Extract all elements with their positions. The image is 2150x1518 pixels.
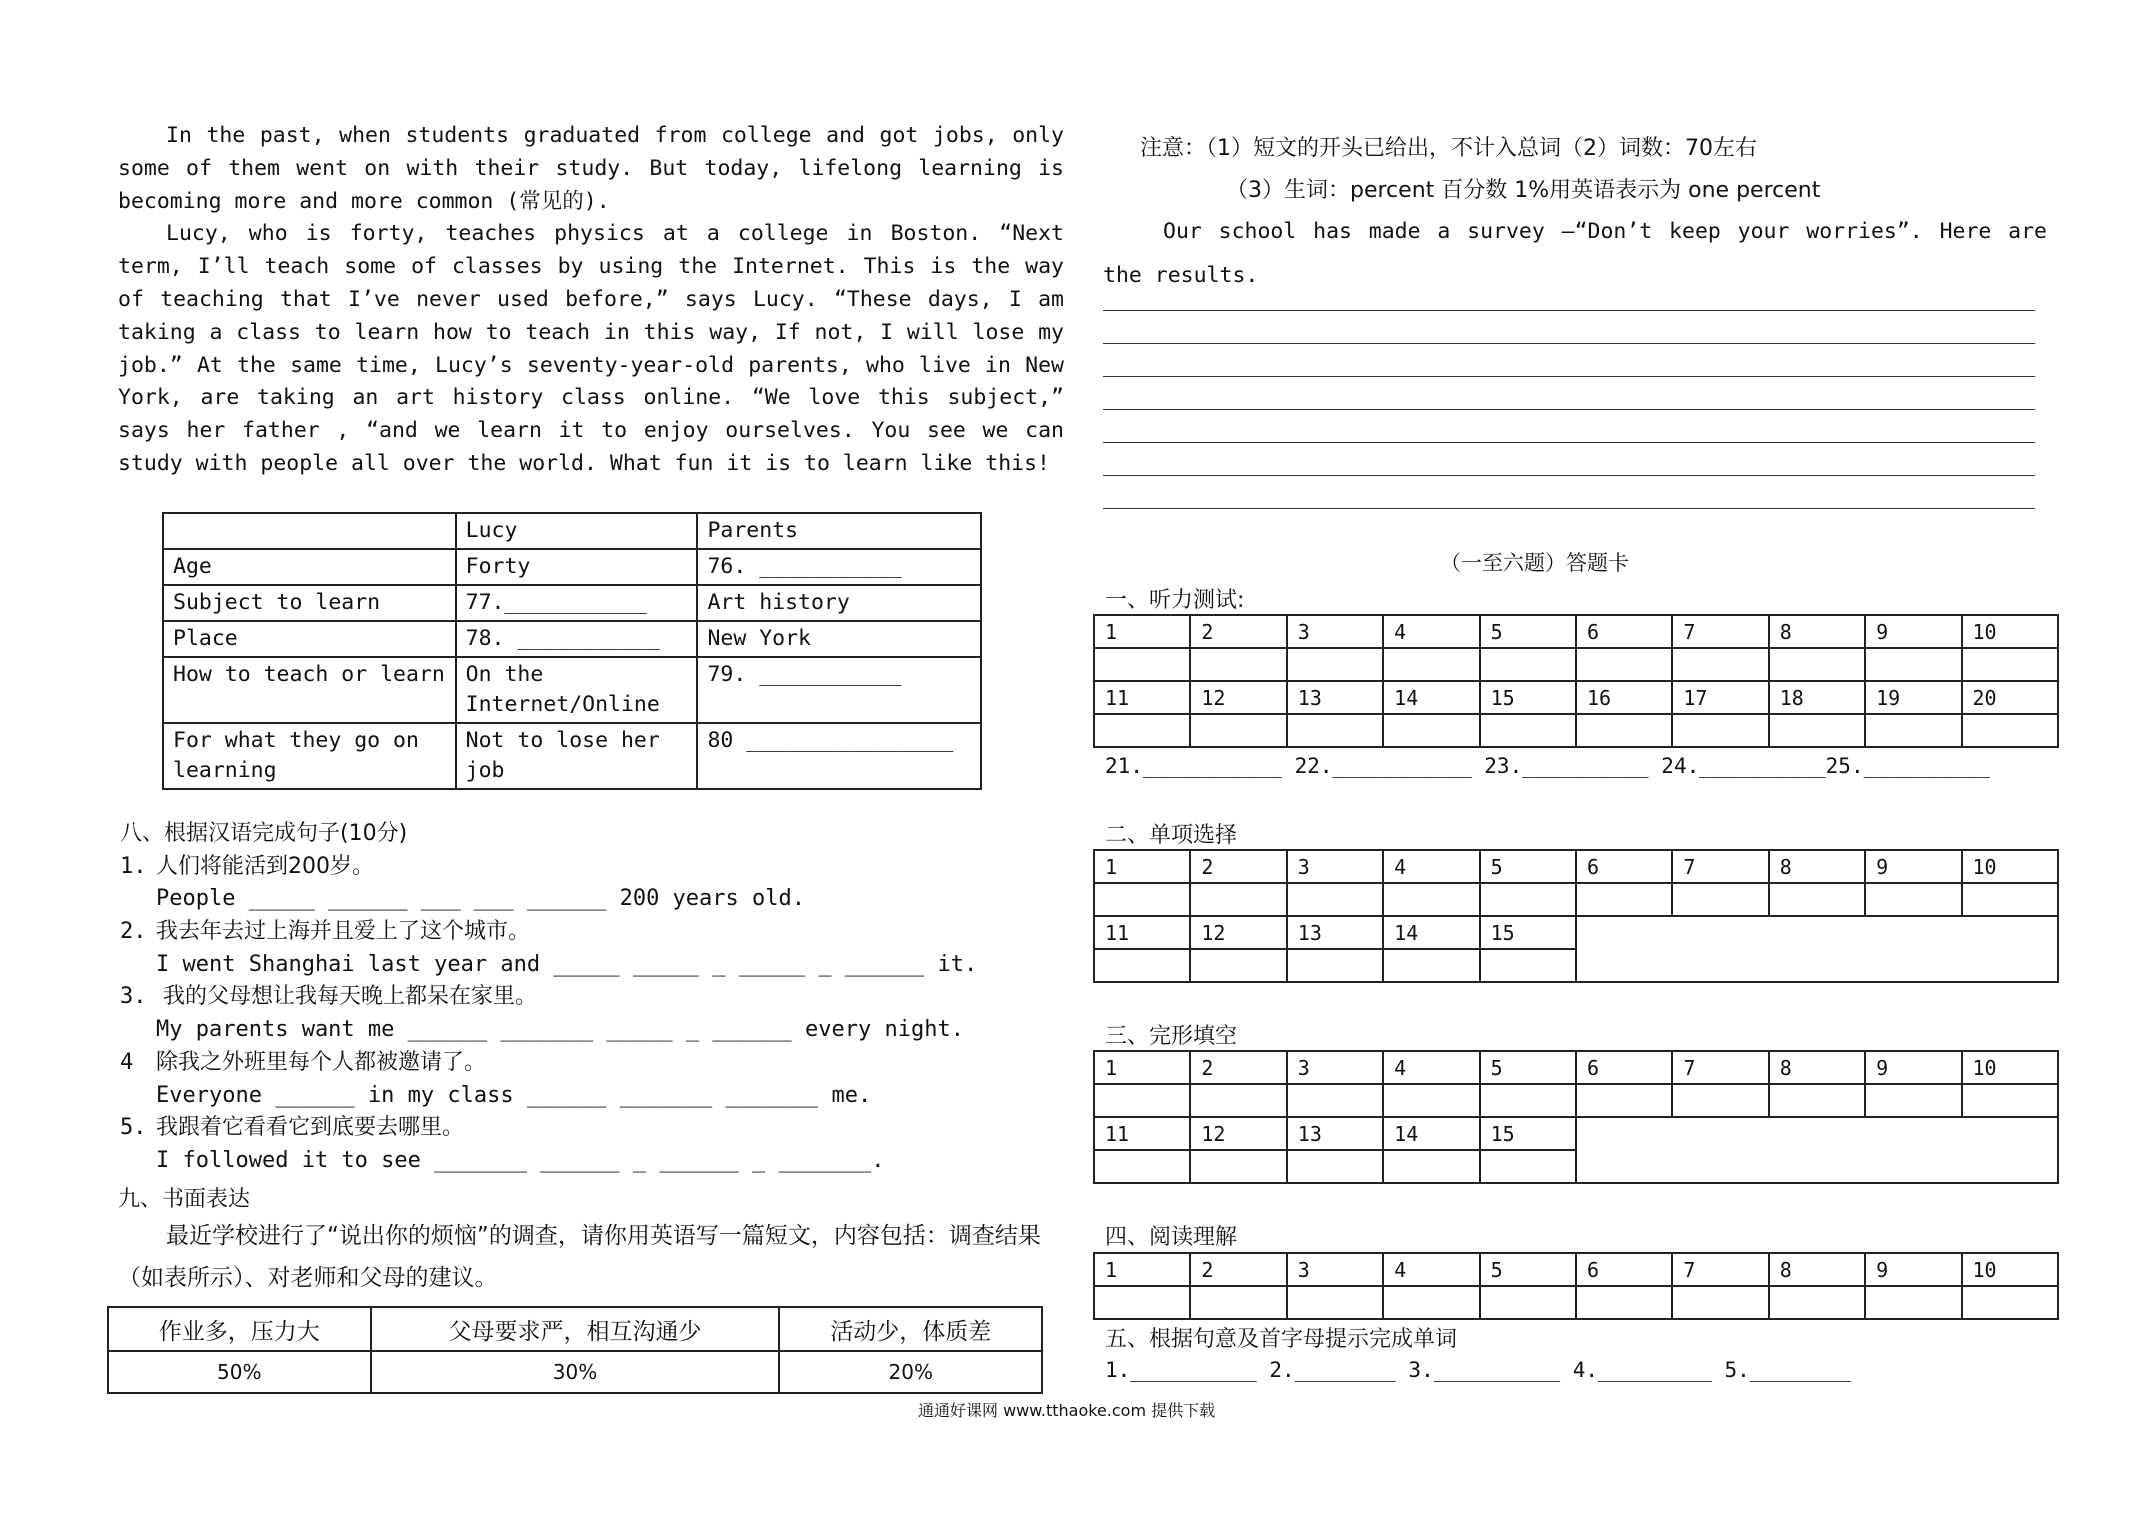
answer-cell[interactable]: [1094, 1084, 1190, 1117]
info-table-cell: Not to lose her job: [456, 723, 698, 789]
answer-cell[interactable]: [1672, 1286, 1768, 1319]
answer-cell[interactable]: [1769, 648, 1865, 681]
question-number-cell: 13: [1287, 681, 1383, 714]
info-table-cell: For what they go on learning: [163, 723, 456, 789]
answer-cell[interactable]: [1576, 648, 1672, 681]
sentence-english-blanks[interactable]: People _____ ______ ___ ___ ______ 200 years old.: [156, 886, 806, 912]
passage-paragraph-1: In the past, when students graduated from college and got jobs, only some of them went on with their study. But today, lifelong learning is becoming more and more common (常见的).: [118, 123, 1064, 214]
answer-cell[interactable]: [1672, 714, 1768, 747]
cloze-heading: 三、完形填空: [1105, 1024, 1238, 1049]
info-table-cell: Parents: [697, 513, 981, 549]
info-table-cell[interactable]: 78. ___________: [456, 621, 698, 657]
answer-cell[interactable]: [1769, 1084, 1865, 1117]
answer-cell[interactable]: [1287, 949, 1383, 982]
question-number-cell: 20: [1962, 681, 2058, 714]
survey-value: 30%: [371, 1351, 780, 1393]
writing-intro: Our school has made a survey —“Don’t keep your worries”. Here are the results.: [1103, 219, 2047, 288]
footer: 通通好课网 www.tthaoke.com 提供下载: [918, 1401, 1216, 1420]
info-table-cell: New York: [697, 621, 981, 657]
question-number-cell: 8: [1769, 850, 1865, 883]
writing-line[interactable]: [1103, 475, 2035, 476]
question-number-cell: 19: [1865, 681, 1961, 714]
sentence-english-blanks[interactable]: I went Shanghai last year and _____ _____ _ _____ _ ______ it.: [156, 951, 978, 977]
info-table-cell[interactable]: 80 ________________: [697, 723, 981, 789]
section-9-body: 最近学校进行了“说出你的烦恼”的调查，请你用英语写一篇短文，内容包括：调查结果（如表所示）、对老师和父母的建议。: [118, 1223, 1041, 1291]
sentence-english-blanks[interactable]: I followed it to see _______ ______ _ ______ _ _______.: [156, 1147, 885, 1173]
answer-cell[interactable]: [1576, 883, 1672, 916]
single-choice-grid: [1093, 849, 2059, 983]
info-table-row: [163, 657, 981, 723]
answer-cell[interactable]: [1094, 883, 1190, 916]
answer-cell[interactable]: [1383, 1084, 1479, 1117]
question-number-cell: 14: [1383, 1117, 1479, 1150]
answer-cell[interactable]: [1480, 883, 1576, 916]
answer-cell[interactable]: [1094, 1286, 1190, 1319]
answer-cell[interactable]: [1769, 883, 1865, 916]
survey-header: 活动少，体质差: [779, 1307, 1042, 1351]
info-table-row: [163, 585, 981, 621]
info-table-cell[interactable]: 77.___________: [456, 585, 698, 621]
question-number-cell: 5: [1480, 615, 1576, 648]
answer-cell[interactable]: [1287, 1286, 1383, 1319]
question-number-cell: 10: [1962, 850, 2058, 883]
info-table-cell: Place: [163, 621, 456, 657]
sentence-english-blanks[interactable]: Everyone ______ in my class ______ _______ _______ me.: [156, 1082, 872, 1108]
answer-cell[interactable]: [1190, 883, 1286, 916]
listening-fill-blanks[interactable]: 21.___________ 22.___________ 23.__________ 24.__________25.__________: [1105, 754, 1991, 778]
answer-cell[interactable]: [1190, 949, 1286, 982]
question-number-cell: 13: [1287, 916, 1383, 949]
question-number-cell: 14: [1383, 681, 1479, 714]
question-number-cell: 18: [1769, 681, 1865, 714]
question-number-cell: 2: [1190, 850, 1286, 883]
answer-cell[interactable]: [1383, 648, 1479, 681]
question-number-cell: 1: [1094, 1253, 1190, 1286]
sentence-number: 3.: [120, 984, 147, 1010]
note-line-1: 注意：（1）短文的开头已给出，不计入总词（2）词数：70左右: [1140, 136, 1757, 161]
info-table-cell: Art history: [697, 585, 981, 621]
question-number-cell: 12: [1190, 916, 1286, 949]
answer-cell[interactable]: [1190, 1150, 1286, 1183]
empty-area: [1576, 1117, 2058, 1183]
answer-cell[interactable]: [1287, 1084, 1383, 1117]
info-table-row: [163, 549, 981, 585]
answer-cell[interactable]: [1672, 883, 1768, 916]
question-number-cell: 8: [1769, 615, 1865, 648]
info-table-cell: On the Internet/Online: [456, 657, 698, 723]
question-number-cell: 6: [1576, 1051, 1672, 1084]
sentence-chinese: 我的父母想让我每天晚上都呆在家里。: [156, 984, 537, 1010]
question-number-cell: 16: [1576, 681, 1672, 714]
question-number-cell: 17: [1672, 681, 1768, 714]
answer-cell[interactable]: [1962, 1084, 2058, 1117]
section-9: [118, 1185, 1048, 1299]
answer-cell[interactable]: [1190, 1286, 1286, 1319]
section-8-title: 八、根据汉语完成句子(10分): [120, 821, 408, 846]
answer-cell[interactable]: [1480, 648, 1576, 681]
passage-paragraph-2: Lucy, who is forty, teaches physics at a college in Boston. “Next term, I’ll teach some of classes by using the Internet. This is the way of teaching that I’ve never used before,” says Lucy. “These days, I am taking a class to learn how to teach in this way, If not, I will lose my job.” At the same time, Lucy’s seventy-year-old parents, who live in New York, are taking an art history class online. “We love this subject,” says her father , “and we learn it to enjoy ourselves. You see we can study with people all over the world. What fun it is to learn like this!: [118, 221, 1064, 476]
answer-cell[interactable]: [1190, 714, 1286, 747]
question-number-cell: 2: [1190, 1253, 1286, 1286]
answer-cell[interactable]: [1383, 949, 1479, 982]
sentence-item: [120, 851, 1070, 884]
survey-header: 父母要求严，相互沟通少: [371, 1307, 780, 1351]
reading-passage: [118, 120, 1064, 481]
sentence-item: [120, 981, 1070, 1014]
answer-cell[interactable]: [1962, 648, 2058, 681]
question-number-cell: 12: [1190, 681, 1286, 714]
writing-line[interactable]: [1103, 376, 2035, 377]
answer-cell[interactable]: [1576, 714, 1672, 747]
info-table-cell: How to teach or learn: [163, 657, 456, 723]
answer-cell[interactable]: [1672, 1084, 1768, 1117]
sentence-item: [120, 916, 1070, 949]
question-number-cell: 8: [1769, 1253, 1865, 1286]
question-number-cell: 6: [1576, 615, 1672, 648]
answer-cell[interactable]: [1865, 1084, 1961, 1117]
listening-grid: [1093, 614, 2059, 748]
info-table-row: [163, 723, 981, 789]
answer-cell[interactable]: [1480, 714, 1576, 747]
info-table-cell: [163, 513, 456, 549]
answer-cell[interactable]: [1094, 949, 1190, 982]
answer-cell[interactable]: [1769, 1286, 1865, 1319]
sentence-english-blanks[interactable]: My parents want me ______ _______ _____ _ ______ every night.: [156, 1017, 964, 1043]
question-number-cell: 4: [1383, 1051, 1479, 1084]
answer-cell[interactable]: [1576, 1286, 1672, 1319]
question-number-cell: 3: [1287, 1253, 1383, 1286]
answer-cell[interactable]: [1576, 1084, 1672, 1117]
answer-cell[interactable]: [1865, 1286, 1961, 1319]
sentence-chinese: 我去年去过上海并且爱上了这个城市。: [156, 919, 531, 945]
answer-cell[interactable]: [1480, 1084, 1576, 1117]
survey-value: 50%: [108, 1351, 371, 1393]
question-number-cell: 4: [1383, 850, 1479, 883]
survey-table: [107, 1306, 1043, 1394]
question-number-cell: 7: [1672, 615, 1768, 648]
question-number-cell: 10: [1962, 1051, 2058, 1084]
sentence-chinese: 人们将能活到200岁。: [156, 853, 374, 879]
sentence-number: 2.: [120, 919, 147, 945]
info-table-cell: Age: [163, 549, 456, 585]
single-choice-heading: 二、单项选择: [1105, 823, 1238, 848]
question-number-cell: 2: [1190, 1051, 1286, 1084]
answer-cell[interactable]: [1480, 949, 1576, 982]
answer-cell[interactable]: [1865, 883, 1961, 916]
section-8: [120, 818, 1070, 1178]
info-table-header: [163, 513, 981, 549]
sentence-number: 1.: [120, 853, 147, 879]
info-table: [162, 512, 982, 790]
words-fill-blanks[interactable]: 1.__________ 2.________ 3.__________ 4._________ 5.________: [1105, 1358, 1851, 1382]
answer-cell[interactable]: [1287, 1150, 1383, 1183]
note-line-2: （3）生词：percent 百分数 1%用英语表示为 one percent: [1226, 178, 1821, 203]
question-number-cell: 7: [1672, 1253, 1768, 1286]
answer-cell[interactable]: [1190, 648, 1286, 681]
question-number-cell: 4: [1383, 1253, 1479, 1286]
question-number-cell: 3: [1287, 1051, 1383, 1084]
question-number-cell: 6: [1576, 850, 1672, 883]
words-heading: 五、根据句意及首字母提示完成单词: [1105, 1327, 1458, 1352]
question-number-cell: 11: [1094, 916, 1190, 949]
sentence-number: 5.: [120, 1115, 147, 1141]
question-number-cell: 14: [1383, 916, 1479, 949]
info-table-cell: Subject to learn: [163, 585, 456, 621]
question-number-cell: 9: [1865, 850, 1961, 883]
writing-line[interactable]: [1103, 343, 2035, 344]
answer-cell[interactable]: [1962, 883, 2058, 916]
question-number-cell: 4: [1383, 615, 1479, 648]
question-number-cell: 11: [1094, 1117, 1190, 1150]
empty-area: [1576, 916, 2058, 982]
question-number-cell: 10: [1962, 1253, 2058, 1286]
answer-cell[interactable]: [1672, 648, 1768, 681]
answer-cell[interactable]: [1480, 1150, 1576, 1183]
question-number-cell: 7: [1672, 1051, 1768, 1084]
answer-card-title: （一至六题）答题卡: [1440, 551, 1629, 575]
writing-line[interactable]: [1103, 442, 2035, 443]
answer-cell[interactable]: [1383, 714, 1479, 747]
question-number-cell: 11: [1094, 681, 1190, 714]
writing-notes: [1140, 128, 1820, 212]
info-table-cell[interactable]: 76. ___________: [697, 549, 981, 585]
listening-heading: 一、听力测试:: [1105, 588, 1245, 613]
question-number-cell: 2: [1190, 615, 1286, 648]
answer-cell[interactable]: [1094, 1150, 1190, 1183]
answer-cell[interactable]: [1094, 648, 1190, 681]
answer-cell[interactable]: [1287, 714, 1383, 747]
sentence-number: 4: [120, 1049, 134, 1075]
question-number-cell: 5: [1480, 1253, 1576, 1286]
question-number-cell: 6: [1576, 1253, 1672, 1286]
question-number-cell: 15: [1480, 1117, 1576, 1150]
info-table-cell: Forty: [456, 549, 698, 585]
question-number-cell: 5: [1480, 1051, 1576, 1084]
sentence-chinese: 我跟着它看看它到底要去哪里。: [156, 1115, 465, 1141]
question-number-cell: 15: [1480, 916, 1576, 949]
answer-cell[interactable]: [1865, 714, 1961, 747]
cloze-grid: [1093, 1050, 2059, 1184]
writing-line[interactable]: [1103, 409, 2035, 410]
info-table-cell: Lucy: [456, 513, 698, 549]
question-number-cell: 7: [1672, 850, 1768, 883]
answer-cell[interactable]: [1962, 714, 2058, 747]
answer-cell[interactable]: [1962, 1286, 2058, 1319]
question-number-cell: 1: [1094, 850, 1190, 883]
writing-line[interactable]: [1103, 508, 2035, 509]
survey-header: 作业多，压力大: [108, 1307, 371, 1351]
reading-grid: [1093, 1252, 2059, 1320]
question-number-cell: 15: [1480, 681, 1576, 714]
question-number-cell: 9: [1865, 615, 1961, 648]
answer-cell[interactable]: [1769, 714, 1865, 747]
question-number-cell: 10: [1962, 615, 2058, 648]
answer-cell[interactable]: [1094, 714, 1190, 747]
sentence-item: [120, 1112, 1070, 1145]
question-number-cell: 12: [1190, 1117, 1286, 1150]
question-number-cell: 9: [1865, 1051, 1961, 1084]
answer-cell[interactable]: [1383, 883, 1479, 916]
reading-heading: 四、阅读理解: [1105, 1225, 1238, 1250]
question-number-cell: 1: [1094, 615, 1190, 648]
answer-cell[interactable]: [1287, 648, 1383, 681]
question-number-cell: 3: [1287, 850, 1383, 883]
info-table-row: [163, 621, 981, 657]
answer-cell[interactable]: [1190, 1084, 1286, 1117]
info-table-cell[interactable]: 79. ___________: [697, 657, 981, 723]
question-number-cell: 3: [1287, 615, 1383, 648]
answer-cell[interactable]: [1287, 883, 1383, 916]
question-number-cell: 9: [1865, 1253, 1961, 1286]
answer-cell[interactable]: [1865, 648, 1961, 681]
question-number-cell: 8: [1769, 1051, 1865, 1084]
survey-value: 20%: [779, 1351, 1042, 1393]
writing-line[interactable]: [1103, 310, 2035, 311]
question-number-cell: 13: [1287, 1117, 1383, 1150]
sentence-item: [120, 1047, 1070, 1080]
answer-cell[interactable]: [1480, 1286, 1576, 1319]
section-9-title: 九、书面表达: [118, 1187, 251, 1212]
answer-cell[interactable]: [1383, 1286, 1479, 1319]
answer-cell[interactable]: [1383, 1150, 1479, 1183]
question-number-cell: 5: [1480, 850, 1576, 883]
sentence-chinese: 除我之外班里每个人都被邀请了。: [156, 1049, 487, 1075]
question-number-cell: 1: [1094, 1051, 1190, 1084]
